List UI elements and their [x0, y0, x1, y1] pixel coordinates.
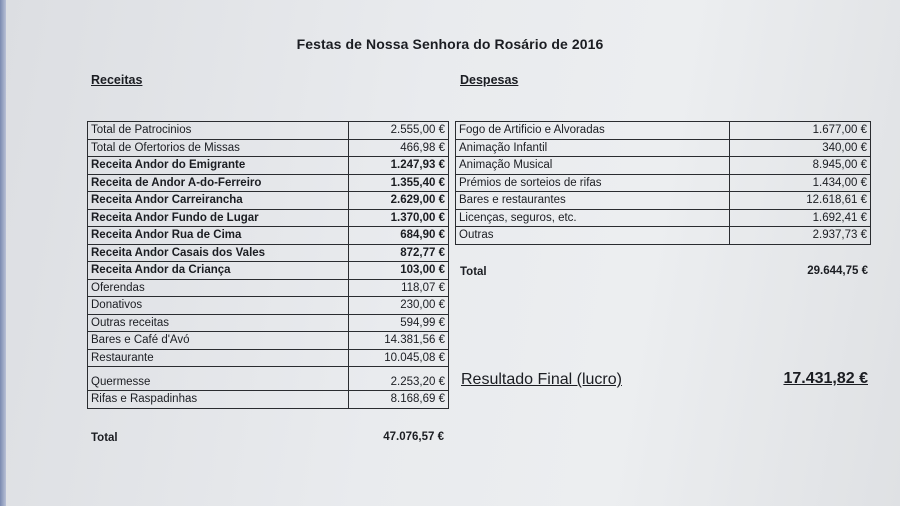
row-amount: 594,99 €	[349, 314, 449, 332]
row-amount: 8.168,69 €	[349, 391, 449, 409]
row-label: Animação Musical	[456, 157, 730, 175]
table-row	[88, 314, 449, 332]
table-row	[456, 227, 871, 245]
row-amount: 1.247,93 €	[349, 157, 449, 175]
row-amount: 8.945,00 €	[730, 157, 871, 175]
row-amount: 1.370,00 €	[349, 209, 449, 227]
despesas-heading: Despesas	[460, 73, 519, 87]
row-label: Fogo de Artificio e Alvoradas	[456, 122, 730, 140]
row-label: Receita Andor Carreirancha	[88, 192, 349, 210]
despesas-table	[455, 121, 871, 245]
table-row	[88, 332, 449, 350]
row-amount: 872,77 €	[349, 244, 449, 262]
table-row	[88, 122, 449, 140]
row-amount: 1.692,41 €	[730, 209, 871, 227]
page-left-edge	[0, 0, 6, 506]
row-label: Receita de Andor A-do-Ferreiro	[88, 174, 349, 192]
table-row	[88, 367, 449, 391]
table-row	[456, 139, 871, 157]
row-label: Receita Andor Casais dos Vales	[88, 244, 349, 262]
row-label: Outras receitas	[88, 314, 349, 332]
row-amount: 2.253,20 €	[349, 367, 449, 391]
row-label: Outras	[456, 227, 730, 245]
row-label: Animação Infantil	[456, 139, 730, 157]
row-amount: 14.381,56 €	[349, 332, 449, 350]
table-row	[88, 244, 449, 262]
table-row	[88, 227, 449, 245]
table-row	[88, 391, 449, 409]
table-row	[88, 349, 449, 367]
row-label: Oferendas	[88, 279, 349, 297]
table-row	[88, 262, 449, 280]
receitas-total-label: Total	[91, 432, 118, 444]
row-label: Restaurante	[88, 349, 349, 367]
row-label: Rifas e Raspadinhas	[88, 391, 349, 409]
table-row	[88, 209, 449, 227]
table-row	[88, 192, 449, 210]
row-label: Quermesse	[88, 367, 349, 391]
table-row	[88, 157, 449, 175]
table-row	[88, 297, 449, 315]
row-label: Receita Andor Rua de Cima	[88, 227, 349, 245]
table-row	[456, 157, 871, 175]
row-amount: 1.355,40 €	[349, 174, 449, 192]
resultado-label: Resultado Final (lucro)	[461, 371, 622, 388]
row-amount: 2.555,00 €	[349, 122, 449, 140]
row-label: Donativos	[88, 297, 349, 315]
row-amount: 684,90 €	[349, 227, 449, 245]
row-amount: 2.937,73 €	[730, 227, 871, 245]
despesas-total-value: 29.644,75 €	[807, 265, 868, 277]
receitas-heading: Receitas	[91, 73, 143, 87]
table-row	[456, 122, 871, 140]
row-label: Total de Ofertorios de Missas	[88, 139, 349, 157]
row-label: Total de Patrocinios	[88, 122, 349, 140]
row-amount: 103,00 €	[349, 262, 449, 280]
row-amount: 2.629,00 €	[349, 192, 449, 210]
row-amount: 340,00 €	[730, 139, 871, 157]
row-amount: 466,98 €	[349, 139, 449, 157]
row-amount: 230,00 €	[349, 297, 449, 315]
row-label: Receita Andor da Criança	[88, 262, 349, 280]
resultado-value: 17.431,82 €	[783, 370, 868, 387]
table-row	[88, 139, 449, 157]
row-amount: 10.045,08 €	[349, 349, 449, 367]
table-row	[456, 174, 871, 192]
row-amount: 1.434,00 €	[730, 174, 871, 192]
row-label: Receita Andor do Emigrante	[88, 157, 349, 175]
row-label: Bares e restaurantes	[456, 192, 730, 210]
row-amount: 1.677,00 €	[730, 122, 871, 140]
row-label: Prémios de sorteios de rifas	[456, 174, 730, 192]
row-amount: 12.618,61 €	[730, 192, 871, 210]
table-row	[456, 192, 871, 210]
table-row	[88, 174, 449, 192]
row-label: Receita Andor Fundo de Lugar	[88, 209, 349, 227]
document-title: Festas de Nossa Senhora do Rosário de 2016	[296, 36, 604, 52]
table-row	[456, 209, 871, 227]
row-amount: 118,07 €	[349, 279, 449, 297]
receitas-total-value: 47.076,57 €	[383, 431, 444, 443]
row-label: Bares e Café d'Avó	[88, 332, 349, 350]
row-label: Licenças, seguros, etc.	[456, 209, 730, 227]
table-row	[88, 279, 449, 297]
despesas-total-label: Total	[460, 266, 487, 278]
receitas-table	[87, 121, 449, 409]
